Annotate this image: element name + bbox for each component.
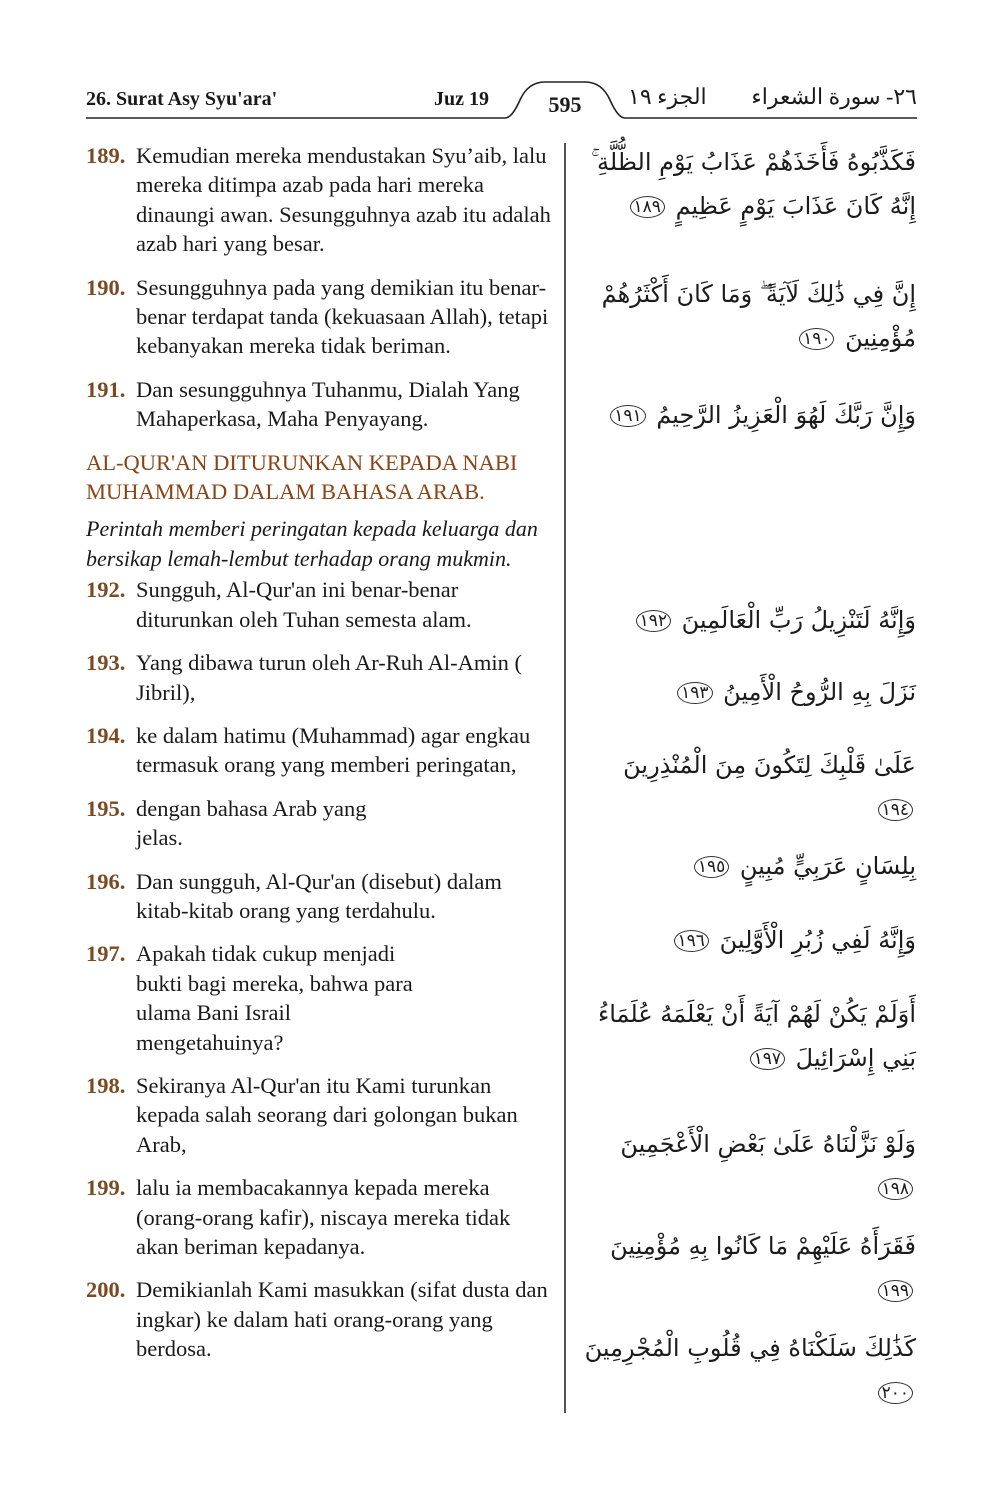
arabic-verse [580, 670, 916, 714]
arabic-verse [580, 743, 916, 831]
arabic-verse [580, 918, 916, 962]
juz-label-arabic: الجزء ١٩ [628, 84, 707, 109]
translation-verse [86, 648, 556, 707]
arabic-verse [580, 1122, 916, 1210]
arabic-verse [580, 598, 916, 642]
verse-text: Kemudian mereka mendustakan Syu’aib, lalu mereka ditimpa azab pada hari mereka dinaungi awan. Sesungguhnya azab itu adalah azab hari yang besar. [136, 143, 551, 257]
translation-verse [86, 867, 556, 926]
arabic-verse-text: بِلِسَانٍ عَرَبِيٍّ مُبِينٍ [739, 852, 916, 880]
column-divider [564, 143, 566, 1413]
surah-title-latin: 26. Surat Asy Syu'ara' [86, 88, 278, 110]
verse-text: Sungguh, Al-Qur'an ini benar-benar diturunkan oleh Tuhan semesta alam. [136, 577, 472, 632]
ayah-end-marker: ١٩٢ [636, 610, 671, 632]
translation-verse [86, 141, 556, 259]
translation-verse [86, 939, 556, 1057]
ayah-end-marker: ٢٠٠ [878, 1382, 913, 1404]
arabic-verse [580, 1224, 916, 1312]
translation-verse [86, 1071, 556, 1159]
translation-verse [86, 273, 556, 361]
verse-text: Sesungguhnya pada yang demikian itu benar-benar terdapat tanda (kekuasaan Allah), tetapi kebanyakan mereka tidak beriman. [136, 274, 549, 359]
page-header [0, 0, 1000, 130]
arabic-verse-text: وَإِنَّهُ لَفِي زُبُرِ الْأَوَّلِينَ [719, 926, 916, 954]
verse-text: ke dalam hatimu (Muhammad) agar engkau termasuk orang yang memberi peringatan, [136, 722, 531, 778]
arabic-verse [580, 992, 916, 1080]
translation-verse [86, 1173, 556, 1261]
arabic-verse [580, 844, 916, 888]
ayah-end-marker: ١٩٧ [750, 1048, 785, 1070]
verse-text: Demikianlah Kami masukkan (sifat dusta dan ingkar) ke dalam hati orang-orang yang berdosa. [136, 1277, 548, 1362]
translation-verse [86, 375, 556, 434]
ayah-end-marker: ١٩٩ [878, 1280, 913, 1302]
verse-text: Yang dibawa turun oleh Ar-Ruh Al-Amin ( Jibril), [136, 650, 522, 705]
verse-number: 197. [86, 941, 126, 967]
arabic-verse [580, 140, 916, 228]
verse-number: 191. [86, 376, 126, 402]
verse-number: 198. [86, 1072, 126, 1098]
verse-text: Sekiranya Al-Qur'an itu Kami turunkan kepada salah seorang dari golongan bukan Arab, [136, 1072, 518, 1157]
ayah-end-marker: ١٨٩ [630, 196, 665, 218]
verse-text: Apakah tidak cukup menjadi bukti bagi mereka, bahwa para ulama Bani Israil mengetahuinya? [136, 941, 413, 1055]
arabic-verse-text: وَإِنَّ رَبَّكَ لَهُوَ الْعَزِيزُ الرَّحِيمُ [656, 401, 916, 429]
verse-number: 194. [86, 722, 126, 748]
arabic-verse-text: عَلَىٰ قَلْبِكَ لِتَكُونَ مِنَ الْمُنْذِرِينَ [623, 751, 916, 779]
ayah-end-marker: ١٩٠ [799, 328, 834, 350]
arabic-verse-text: فَقَرَأَهُ عَلَيْهِمْ مَا كَانُوا بِهِ مُؤْمِنِينَ [610, 1232, 916, 1260]
section-subtitle: Perintah memberi peringatan kepada keluarga dan bersikap lemah-lembut terhadap orang mukmin. [86, 516, 538, 571]
verse-number: 190. [86, 274, 126, 300]
ayah-end-marker: ١٩٣ [677, 682, 712, 704]
ayah-end-marker: ١٩٨ [878, 1178, 913, 1200]
verse-text: dengan bahasa Arab yang jelas. [136, 795, 367, 851]
arabic-verse [580, 1326, 916, 1414]
ayah-end-marker: ١٩١ [610, 405, 645, 427]
arabic-verse [580, 393, 916, 437]
page-number: 595 [548, 92, 582, 117]
arabic-verse-text: فَكَذَّبُوهُ فَأَخَذَهُمْ عَذَابُ يَوْمِ الظُّلَّةِ ۚ إِنَّهُ كَانَ عَذَابَ يَوْمٍ عَظِيمٍ [591, 148, 916, 220]
translation-verse [86, 1275, 556, 1363]
translation-verse [86, 575, 556, 634]
verse-text: Dan sesungguhnya Tuhanmu, Dialah Yang Mahaperkasa, Maha Penyayang. [136, 376, 520, 432]
juz-label-latin: Juz 19 [434, 88, 489, 110]
arabic-verse [580, 272, 916, 360]
translation-column [86, 141, 556, 1378]
arabic-verse-text: إِنَّ فِي ذَٰلِكَ لَآيَةً ۖ وَمَا كَانَ أَكْثَرُهُمْ مُؤْمِنِينَ [601, 280, 916, 352]
verse-number: 192. [86, 577, 126, 603]
verse-number: 195. [86, 795, 126, 821]
verse-number: 196. [86, 868, 126, 894]
section-title: AL-QUR'AN DITURUNKAN KEPADA NABI MUHAMMAD DALAM BAHASA ARAB. [86, 449, 518, 505]
translation-verse [86, 794, 556, 853]
arabic-verse-text: وَإِنَّهُ لَتَنْزِيلُ رَبِّ الْعَالَمِينَ [681, 606, 916, 634]
ayah-end-marker: ١٩٦ [674, 930, 709, 952]
surah-title-arabic: ٢٦- سورة الشعراء [751, 84, 917, 109]
verse-number: 200. [86, 1277, 126, 1303]
translation-verse [86, 721, 556, 780]
verse-number: 189. [86, 143, 126, 168]
arabic-verse-text: وَلَوْ نَزَّلْنَاهُ عَلَىٰ بَعْضِ الْأَعْجَمِينَ [620, 1130, 916, 1158]
ayah-end-marker: ١٩٤ [878, 799, 913, 821]
arabic-verse-text: نَزَلَ بِهِ الرُّوحُ الْأَمِينُ [723, 678, 916, 706]
verse-number: 199. [86, 1175, 126, 1201]
arabic-verse-text: أَوَلَمْ يَكُنْ لَهُمْ آيَةً أَنْ يَعْلَمَهُ عُلَمَاءُ بَنِي إِسْرَائِيلَ [597, 1000, 916, 1072]
ayah-end-marker: ١٩٥ [694, 856, 729, 878]
arabic-verse-text: كَذَٰلِكَ سَلَكْنَاهُ فِي قُلُوبِ الْمُجْرِمِينَ [584, 1334, 916, 1362]
verse-text: lalu ia membacakannya kepada mereka (orang-orang kafir), niscaya mereka tidak akan beriman kepadanya. [136, 1175, 511, 1259]
verse-number: 193. [86, 650, 126, 676]
verse-text: Dan sungguh, Al-Qur'an (disebut) dalam kitab-kitab orang yang terdahulu. [136, 868, 502, 923]
